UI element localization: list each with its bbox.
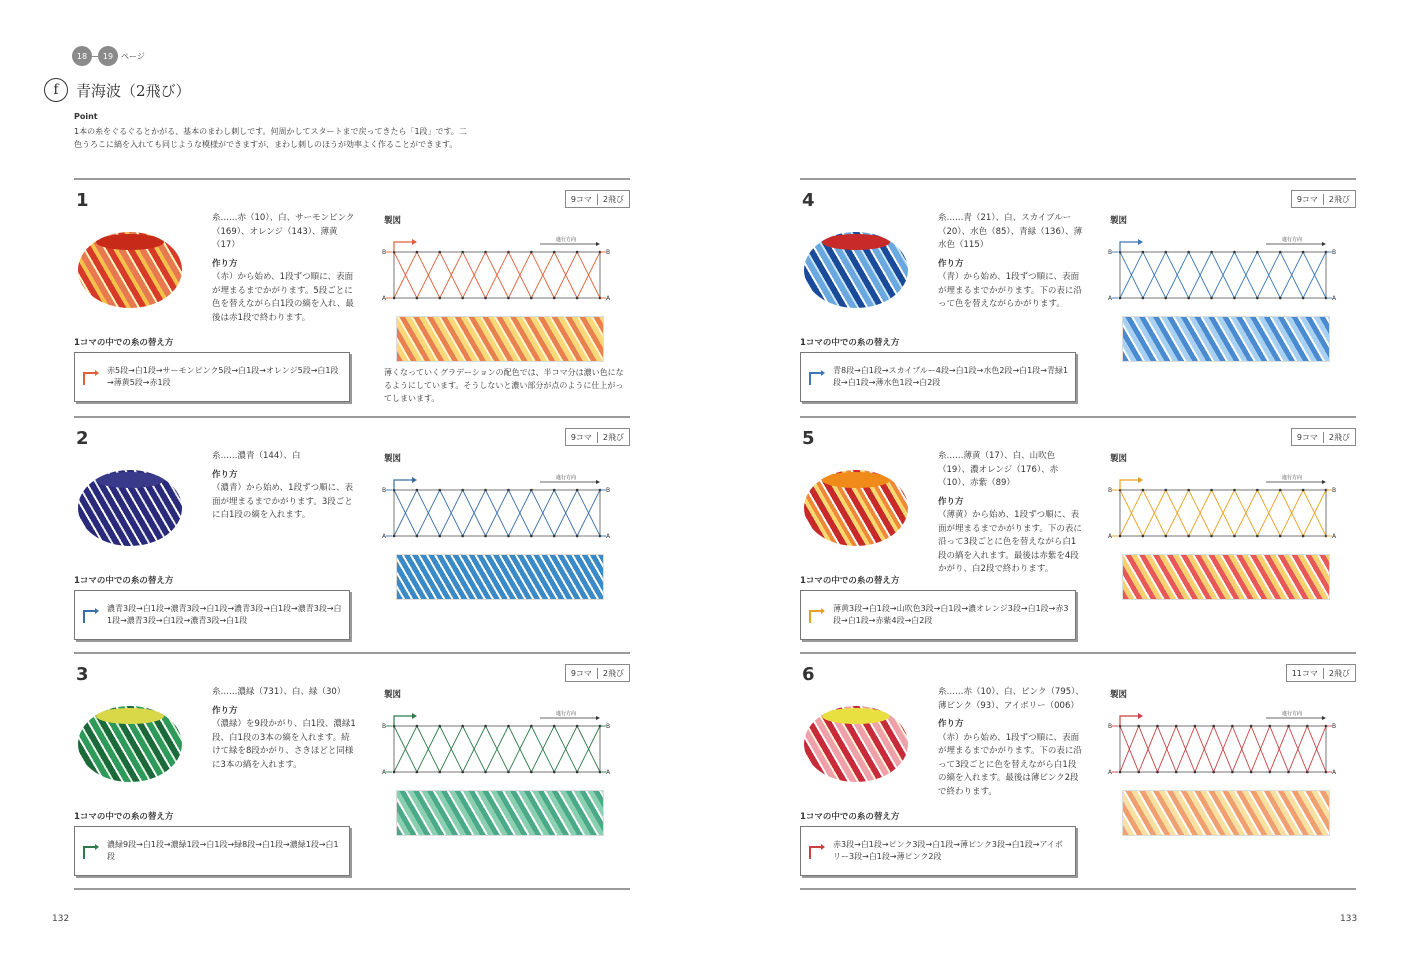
- diagram-dot: [1269, 771, 1272, 774]
- method-text: （青）から始め、1段ずつ順に、表面が埋まるまでかがります。下の表に沿って色を替えながらかがります。: [938, 272, 1082, 309]
- method-text: （赤）から始め、1段ずつ順に、表面が埋まるまでかがります。下の表に沿って3段ごとに色を替えながら白1段の縞を入れます。最後は薄ピンク2段で終わります。: [938, 732, 1082, 797]
- diagram-dot: [1210, 535, 1213, 538]
- diagram-dot: [393, 535, 396, 538]
- method-text: （薄黄）から始め、1段ずつ順に、表面が埋まるまでかがります。下の表に沿って3段ごとに色を替えながら白1段の縞を入れます。最後は赤紫を4段かがり、白2段で終わります。: [938, 510, 1082, 574]
- diagram-dot: [1142, 297, 1145, 300]
- point-label-b: B: [606, 723, 611, 730]
- swap-title: 1コマの中での糸の替え方: [74, 338, 174, 348]
- method-heading: 作り方: [212, 705, 238, 716]
- swap-box: [800, 590, 1076, 640]
- diagram-dot: [1287, 771, 1290, 774]
- diagram-dot: [1137, 771, 1140, 774]
- pattern-swatch: [1122, 790, 1330, 836]
- point-label-a: A: [382, 769, 387, 776]
- diagram-dot: [1256, 535, 1259, 538]
- point-label: Point: [74, 112, 98, 121]
- start-arrow-head: [1138, 713, 1143, 719]
- diagram-dot: [484, 535, 487, 538]
- diagram-dot: [1269, 725, 1272, 728]
- swap-title: 1コマの中での糸の替え方: [800, 338, 900, 348]
- diagram-label: 製図: [1110, 216, 1128, 226]
- bangle-photo: [78, 706, 182, 782]
- koma-tag: [565, 664, 630, 682]
- diagram-svg: [374, 464, 630, 544]
- diagram-dot: [416, 725, 419, 728]
- diagram-svg: [1100, 226, 1356, 306]
- diagram-dot: [438, 771, 441, 774]
- swap-sequence: 赤3段→白1段→ピンク3段→白1段→薄ピンク3段→白1段→アイボリー3段→白1段→薄ピンク2段: [833, 840, 1063, 861]
- description: [938, 212, 1084, 312]
- diagram-dot: [576, 489, 579, 492]
- diagram-dot: [484, 251, 487, 254]
- diagram-dot: [438, 489, 441, 492]
- direction-arrow-head: [596, 716, 600, 720]
- point-text: 1本の糸をぐるぐるとかがる、基本のまわし刺しです。何周かしてスタートまで戻ってきたら「1段」です。二色うろこに縞を入れても同じような模様ができますが、まわし刺しのほうが効率よく作ることができます。: [74, 126, 467, 149]
- diagram-dot: [1231, 771, 1234, 774]
- diagram-dot: [1279, 535, 1282, 538]
- koma-count: 9コマ: [570, 668, 592, 678]
- bangle-rim: [822, 234, 890, 250]
- diagram-dot: [1164, 489, 1167, 492]
- swap-box: [74, 826, 350, 876]
- diagram-dot: [1187, 297, 1190, 300]
- diagram-dot: [1194, 771, 1197, 774]
- diagram-dot: [1233, 535, 1236, 538]
- swap-box: [800, 352, 1076, 402]
- swap-box: [800, 826, 1076, 876]
- swap-title: 1コマの中での糸の替え方: [800, 812, 900, 822]
- diagram-dot: [1194, 725, 1197, 728]
- diagram-dot: [1302, 489, 1305, 492]
- diagram-dot: [416, 535, 419, 538]
- description: [212, 212, 358, 325]
- diagram-dot: [507, 535, 510, 538]
- stitch-diagram: [374, 464, 630, 544]
- method-heading: 作り方: [212, 258, 238, 269]
- diagram-dot: [393, 297, 396, 300]
- diagram-dot: [416, 251, 419, 254]
- direction-label: 進行方向: [556, 237, 577, 243]
- pattern-swatch: [1122, 554, 1330, 600]
- diagram-dot: [1142, 535, 1145, 538]
- bangle-photo: [804, 232, 908, 308]
- start-arrow-head: [1138, 239, 1143, 245]
- diagram-dot: [1231, 725, 1234, 728]
- swap-box: [74, 590, 350, 640]
- point-label-b: B: [606, 487, 611, 494]
- point-label-a: A: [1108, 769, 1113, 776]
- bangle-photo: [804, 706, 908, 782]
- swap-sequence: 赤5段→白1段→サーモンピンク5段→白1段→オレンジ5段→白1段→薄黄5段→赤1段: [107, 366, 339, 387]
- method-heading: 作り方: [212, 469, 238, 480]
- diagram-label: 製図: [1110, 690, 1128, 700]
- stitch-diagram: [1100, 226, 1356, 306]
- diagram-svg: [1100, 700, 1356, 780]
- point-label-b: B: [606, 249, 611, 256]
- point-label-b: B: [1332, 249, 1337, 256]
- diagram-dot: [1306, 725, 1309, 728]
- section-name: 青海波（2飛び）: [76, 81, 191, 100]
- page-reference: [72, 46, 145, 66]
- pattern-panel-4: [800, 178, 1356, 412]
- diagram-dot: [438, 251, 441, 254]
- koma-tag: [565, 190, 630, 208]
- diagram-dot: [1187, 489, 1190, 492]
- diagram-dot: [553, 297, 556, 300]
- diagram-dot: [576, 725, 579, 728]
- swap-sequence: 濃青3段→白1段→濃青3段→白1段→濃青3段→白1段→濃青3段→白1段→濃青3段→白1段→濃青3段→白1段: [107, 604, 342, 625]
- koma-count: 9コマ: [570, 432, 592, 442]
- diagram-dot: [1164, 251, 1167, 254]
- diagram-dot: [553, 535, 556, 538]
- diagram-dot: [1279, 489, 1282, 492]
- page-ref-a: 18: [72, 46, 92, 66]
- start-arrow-head: [1138, 477, 1143, 483]
- panel-number: 4: [802, 190, 815, 211]
- diagram-dot: [576, 535, 579, 538]
- bangle-photo: [78, 232, 182, 308]
- start-arrow-icon: [81, 605, 101, 625]
- divider-left: [74, 888, 630, 890]
- method-text: （濃緑）を9段かがり、白1段、濃緑1段、白1段の3本の縞を入れます。続けて緑を8段かがり、さきほどと同様に3本の縞を入れます。: [212, 719, 356, 770]
- diagram-dot: [553, 251, 556, 254]
- swap-box: [74, 352, 350, 402]
- diagram-dot: [1164, 297, 1167, 300]
- diagram-dot: [416, 297, 419, 300]
- point-label-b: B: [1108, 487, 1113, 494]
- bangle-rim: [822, 472, 890, 488]
- panel-number: 2: [76, 428, 89, 449]
- diagram-dot: [1250, 725, 1253, 728]
- direction-arrow-head: [596, 242, 600, 246]
- direction-label: 進行方向: [1282, 475, 1303, 481]
- diagram-dot: [1233, 251, 1236, 254]
- koma-count: 9コマ: [1296, 432, 1318, 442]
- diagram-dot: [438, 725, 441, 728]
- diagram-dot: [1187, 251, 1190, 254]
- diagram-dot: [484, 771, 487, 774]
- bangle-rim: [822, 708, 890, 724]
- diagram-dot: [530, 297, 533, 300]
- pattern-panel-6: [800, 652, 1356, 886]
- thread-list: 糸……赤（10）、白、サーモンピンク（169）、オレンジ（143）、薄黄（17）: [212, 213, 355, 250]
- diagram-dot: [1210, 489, 1213, 492]
- koma-count: 11コマ: [1291, 668, 1318, 678]
- diagram-svg: [374, 700, 630, 780]
- koma-tag: [1286, 664, 1356, 682]
- start-arrow: [394, 242, 412, 252]
- diagram-dot: [438, 297, 441, 300]
- diagram-dot: [1287, 725, 1290, 728]
- diagram-dot: [530, 535, 533, 538]
- start-arrow: [1120, 480, 1138, 490]
- panel-number: 6: [802, 664, 815, 685]
- diagram-dot: [1256, 489, 1259, 492]
- diagram-dot: [1119, 771, 1122, 774]
- point-label-b: B: [382, 249, 387, 256]
- pattern-swatch: [1122, 316, 1330, 362]
- diagram-dot: [507, 725, 510, 728]
- pattern-swatch: [396, 316, 604, 362]
- panel-number: 3: [76, 664, 89, 685]
- description: [938, 450, 1084, 577]
- thread-list: 糸……薄黄（17）、白、山吹色（19）、濃オレンジ（176）、赤（10）、赤紫（89）: [938, 451, 1059, 488]
- diagram-dot: [1175, 725, 1178, 728]
- koma-tag: [565, 428, 630, 446]
- diagram-dot: [1256, 297, 1259, 300]
- pattern-panel-2: [74, 416, 630, 650]
- diagram-dot: [1302, 535, 1305, 538]
- pattern-swatch: [396, 554, 604, 600]
- koma-tag: [1291, 190, 1356, 208]
- diagram-dot: [553, 489, 556, 492]
- description: [212, 450, 358, 523]
- point-label-a: A: [382, 533, 387, 540]
- diagram-dot: [1233, 297, 1236, 300]
- diagram-dot: [1279, 297, 1282, 300]
- start-arrow: [1120, 716, 1138, 726]
- diagram-dot: [461, 535, 464, 538]
- method-text: （赤）から始め、1段ずつ順に、表面が埋まるまでかがります。5段ごとに色を替えながら白1段の縞を入れ、最後は赤1段で終わります。: [212, 272, 354, 323]
- diagram-dot: [1233, 489, 1236, 492]
- diagram-label: 製図: [384, 454, 402, 464]
- diagram-dot: [1142, 489, 1145, 492]
- diagram-dot: [1250, 771, 1253, 774]
- pattern-panel-3: [74, 652, 630, 886]
- diagram-dot: [1119, 535, 1122, 538]
- section-title: [44, 78, 191, 102]
- tobi-count: 2飛び: [597, 668, 629, 679]
- direction-arrow-head: [1322, 716, 1326, 720]
- panel-number: 5: [802, 428, 815, 449]
- diagram-dot: [507, 771, 510, 774]
- page-number-left: 132: [52, 914, 70, 924]
- koma-count: 9コマ: [1296, 194, 1318, 204]
- swap-title: 1コマの中での糸の替え方: [74, 812, 174, 822]
- start-arrow-head: [412, 239, 417, 245]
- diagram-dot: [530, 489, 533, 492]
- start-arrow-icon: [807, 605, 827, 625]
- point-label-b: B: [382, 487, 387, 494]
- diagram-dot: [1210, 297, 1213, 300]
- swap-title: 1コマの中での糸の替え方: [74, 576, 174, 586]
- point-label-b: B: [1108, 249, 1113, 256]
- direction-label: 進行方向: [1282, 711, 1303, 717]
- diagram-dot: [1137, 725, 1140, 728]
- diagram-dot: [416, 771, 419, 774]
- direction-label: 進行方向: [1282, 237, 1303, 243]
- diagram-dot: [507, 297, 510, 300]
- tobi-count: 2飛び: [597, 194, 629, 205]
- divider-right: [800, 888, 1356, 890]
- diagram-dot: [1279, 251, 1282, 254]
- start-arrow-head: [412, 477, 417, 483]
- page-ref-b: 19: [98, 46, 118, 66]
- swap-sequence: 濃緑9段→白1段→濃緑1段→白1段→緑8段→白1段→濃緑1段→白1段: [107, 840, 339, 861]
- diagram-dot: [461, 725, 464, 728]
- method-text: （濃青）から始め、1段ずつ順に、表面が埋まるまでかがります。3段ごとに白1段の縞を入れます。: [212, 483, 354, 520]
- diagram-svg: [1100, 464, 1356, 544]
- diagram-dot: [484, 725, 487, 728]
- diagram-dot: [553, 725, 556, 728]
- bangle-photo: [78, 470, 182, 546]
- diagram-dot: [530, 251, 533, 254]
- diagram-dot: [1175, 771, 1178, 774]
- point-label-a: A: [382, 295, 387, 302]
- diagram-dot: [553, 771, 556, 774]
- diagram-dot: [461, 489, 464, 492]
- diagram-dot: [530, 771, 533, 774]
- diagram-dot: [438, 535, 441, 538]
- panel-number: 1: [76, 190, 89, 211]
- panel-note: 薄くなっていくグラデーションの配色では、半コマ分は濃い色になるようにしています。そうしないと濃い部分が点のように仕上がってしまいます。: [384, 368, 624, 403]
- direction-arrow-head: [1322, 480, 1326, 484]
- swap-sequence: 青8段→白1段→スカイブルー4段→白1段→水色2段→白1段→青緑1段→白1段→薄水色1段→白2段: [833, 366, 1069, 387]
- diagram-label: 製図: [384, 216, 402, 226]
- diagram-dot: [1302, 251, 1305, 254]
- tobi-count: 2飛び: [1323, 668, 1355, 679]
- diagram-dot: [416, 489, 419, 492]
- diagram-dot: [1156, 771, 1159, 774]
- bangle-photo: [804, 470, 908, 546]
- diagram-dot: [1187, 535, 1190, 538]
- pattern-panel-5: [800, 416, 1356, 650]
- bangle-rim: [96, 234, 164, 250]
- thread-list: 糸……濃緑（731）、白、緑（30）: [212, 687, 346, 697]
- stitch-diagram: [374, 700, 630, 780]
- description: [212, 686, 358, 772]
- diagram-dot: [461, 251, 464, 254]
- point-label-a: A: [1332, 769, 1337, 776]
- direction-label: 進行方向: [556, 711, 577, 717]
- point-label-b: B: [1332, 723, 1337, 730]
- diagram-dot: [1119, 297, 1122, 300]
- koma-tag: [1291, 428, 1356, 446]
- start-arrow: [394, 716, 412, 726]
- start-arrow-icon: [81, 841, 101, 861]
- description: [938, 686, 1084, 799]
- point-label-b: B: [1332, 487, 1337, 494]
- diagram-dot: [461, 771, 464, 774]
- diagram-dot: [576, 771, 579, 774]
- method-heading: 作り方: [938, 258, 964, 269]
- diagram-dot: [507, 489, 510, 492]
- koma-count: 9コマ: [570, 194, 592, 204]
- start-arrow-icon: [807, 841, 827, 861]
- diagram-dot: [1156, 725, 1159, 728]
- diagram-label: 製図: [384, 690, 402, 700]
- point-label-a: A: [1108, 295, 1113, 302]
- point-block: [74, 110, 474, 152]
- method-heading: 作り方: [938, 719, 964, 729]
- diagram-dot: [393, 771, 396, 774]
- diagram-dot: [1302, 297, 1305, 300]
- point-label-a: A: [1108, 533, 1113, 540]
- start-arrow-icon: [81, 367, 101, 387]
- diagram-dot: [576, 251, 579, 254]
- swap-title: 1コマの中での糸の替え方: [800, 576, 900, 586]
- diagram-dot: [1306, 771, 1309, 774]
- page-number-right: 133: [1340, 914, 1358, 924]
- diagram-dot: [507, 251, 510, 254]
- stitch-diagram: [374, 226, 630, 306]
- bangle-rim: [96, 708, 164, 724]
- stitch-diagram: [1100, 700, 1356, 780]
- direction-label: 進行方向: [556, 475, 577, 481]
- start-arrow: [394, 480, 412, 490]
- thread-list: 糸……青（21）、白、スカイブルー（20）、水色（85）、青緑（136）、薄水色（115）: [938, 213, 1083, 250]
- diagram-dot: [1212, 725, 1215, 728]
- pattern-swatch: [396, 790, 604, 836]
- start-arrow-icon: [807, 367, 827, 387]
- point-label-a: A: [1332, 533, 1337, 540]
- thread-list: 糸……赤（10）、白、ピンク（795）、薄ピンク（93）、アイボリー（006）: [938, 687, 1084, 711]
- method-heading: 作り方: [938, 496, 964, 507]
- diagram-label: 製図: [1110, 454, 1128, 464]
- diagram-dot: [484, 489, 487, 492]
- stitch-diagram: [1100, 464, 1356, 544]
- bangle-rim: [96, 472, 164, 488]
- direction-arrow-head: [1322, 242, 1326, 246]
- point-label-a: A: [1332, 295, 1337, 302]
- diagram-dot: [530, 725, 533, 728]
- swap-sequence: 薄黄3段→白1段→山吹色3段→白1段→濃オレンジ3段→白1段→赤3段→白1段→赤紫4段→白2段: [833, 604, 1069, 625]
- point-label-a: A: [606, 769, 611, 776]
- tobi-count: 2飛び: [597, 432, 629, 443]
- diagram-dot: [1142, 251, 1145, 254]
- point-label-b: B: [1108, 723, 1113, 730]
- page-ref-suffix: ページ: [121, 51, 145, 61]
- point-label-a: A: [606, 533, 611, 540]
- diagram-dot: [461, 297, 464, 300]
- direction-arrow-head: [596, 480, 600, 484]
- thread-list: 糸……濃青（144）、白: [212, 451, 301, 461]
- section-letter: f: [44, 78, 68, 102]
- diagram-dot: [1210, 251, 1213, 254]
- point-label-b: B: [382, 723, 387, 730]
- diagram-dot: [1256, 251, 1259, 254]
- diagram-dot: [576, 297, 579, 300]
- start-arrow-head: [412, 713, 417, 719]
- point-label-a: A: [606, 295, 611, 302]
- diagram-dot: [1212, 771, 1215, 774]
- pattern-panel-1: [74, 178, 630, 412]
- tobi-count: 2飛び: [1323, 194, 1355, 205]
- diagram-dot: [484, 297, 487, 300]
- tobi-count: 2飛び: [1323, 432, 1355, 443]
- start-arrow: [1120, 242, 1138, 252]
- diagram-dot: [1164, 535, 1167, 538]
- diagram-svg: [374, 226, 630, 306]
